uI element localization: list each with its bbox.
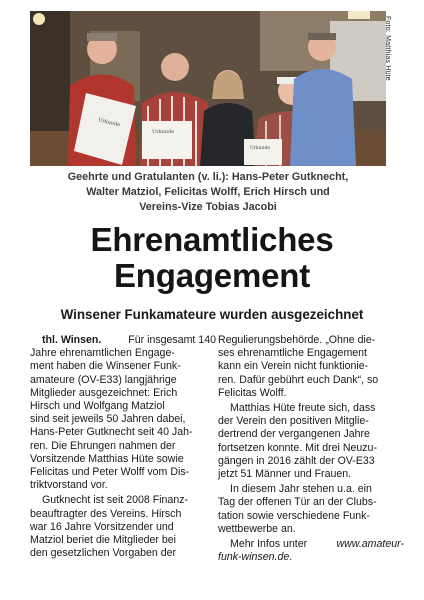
line-text: beauftragter des Vereins. Hirsch: [30, 507, 182, 520]
line-text: ses ehrenamtliche Engagement: [218, 347, 367, 360]
article-column-left: [30, 334, 216, 560]
article-line: [30, 547, 216, 560]
caption-line: Vereins-Vize Tobias Jacobi: [139, 201, 277, 213]
certificate-middle: [142, 121, 192, 159]
article-line: [30, 413, 216, 426]
caption-line: Walter Matziol, Felicitas Wolff, Erich Hirsch und: [86, 186, 330, 198]
article-line: [30, 534, 216, 547]
article-line: [30, 521, 216, 534]
article-line: [218, 428, 404, 441]
headline-line-2: Engagement: [113, 257, 311, 294]
line-text: Hirsch und Wolfgang Matziol: [30, 400, 165, 413]
line-text: .: [289, 551, 293, 564]
article-line: [30, 494, 216, 507]
certificate-right-title: Urkunde: [250, 146, 271, 151]
photo-caption: [30, 170, 386, 215]
website-link-text: www.amateur-: [336, 538, 404, 551]
line-text: In diesem Jahr stehen u.a. ein: [230, 483, 372, 496]
line-text: Für insgesamt 140: [128, 334, 216, 346]
photo-credit: Foto: Matthias Hüte: [384, 16, 391, 81]
article-line: [218, 442, 404, 455]
line-text: gängen in 2016 zählt der OV-E33: [218, 454, 375, 467]
line-text: Vorsitzende Matthias Hüte sowie: [30, 452, 184, 465]
line-text: Hans-Peter Gutknecht seit 40 Jah-: [30, 426, 193, 439]
line-text: der Verein den positiven Mitglie-: [218, 415, 369, 428]
line-text: Gutknecht ist seit 2008 Finanz-: [42, 494, 189, 507]
article-line: [218, 510, 404, 523]
article-line: [218, 455, 404, 468]
caption-line: Geehrte und Gratulanten (v. li.): Hans-Peter Gutknecht,: [67, 171, 349, 183]
line-text: triktvorstand vor.: [30, 479, 108, 492]
line-text: war 16 Jahre Vorsitzender und: [30, 520, 174, 533]
line-text: kann ein Verein nicht funktionie-: [218, 360, 369, 373]
article-subheadline: Winsener Funkamateure wurden ausgezeichnet: [60, 307, 364, 322]
article-line: [218, 551, 404, 564]
article-line: [218, 347, 404, 360]
article-line: [218, 402, 404, 415]
article-line: [218, 468, 404, 481]
line-text: sind seit jeweils 50 Jahren dabei,: [30, 413, 186, 426]
article-line: [30, 400, 216, 413]
article-line: [30, 466, 216, 479]
article-line: [218, 496, 404, 509]
line-text: ren. Dafür gebührt euch Dank“, so: [218, 373, 379, 386]
website-link-text: funk-winsen.de: [218, 551, 290, 564]
article-line: [30, 347, 216, 360]
line-text: tation sowie verschiedene Funk-: [218, 509, 370, 522]
article-line: [218, 374, 404, 387]
dateline: thl. Winsen.: [42, 334, 102, 346]
line-text: fortsetzen konnte. Mit drei Neuzu-: [218, 441, 377, 454]
article-line: [30, 387, 216, 400]
article-line: [30, 426, 216, 439]
line-text: Mitglieder ausgezeichnet: Erich: [30, 386, 178, 399]
certificate-right: [244, 139, 282, 165]
line-text: amateure (OV-E33) langjährige: [30, 373, 177, 386]
line-text: dertrend der vergangenen Jahre: [218, 428, 370, 441]
article-line: [30, 440, 216, 453]
line-text: ment haben die Winsener Funk-: [30, 360, 181, 373]
line-text: ren. Die Ehrungen nahmen der: [30, 439, 176, 452]
headline-line-1: Ehrenamtliches: [90, 221, 334, 258]
article-line: [218, 387, 404, 400]
article-line: [30, 453, 216, 466]
article-line: [218, 415, 404, 428]
article-line: [218, 483, 404, 496]
article-line: [30, 374, 216, 387]
line-text: jetzt 51 Männer und Frauen.: [218, 468, 352, 481]
line-text: Regulierungsbehörde. „Ohne die-: [218, 334, 376, 346]
group-photo: [30, 11, 386, 166]
line-text: wettbewerbe an.: [218, 522, 296, 535]
article-headline: [0, 222, 424, 294]
line-text: Matziol beriet die Mitglieder bei: [30, 534, 177, 547]
certificate-middle-title: Urkunde: [152, 129, 175, 135]
line-text: den gesetzlichen Vorgaben der: [30, 547, 177, 560]
certificate-left-title: Urkunde: [97, 117, 121, 129]
article-line: [218, 360, 404, 373]
line-text: Matthias Hüte freute sich, dass: [230, 402, 376, 415]
line-text: Mehr Infos unter: [230, 538, 308, 551]
line-text: Felicitas Wolff.: [218, 386, 287, 399]
photo-scene: [30, 11, 386, 166]
article-line: [218, 334, 404, 347]
article-line: [30, 508, 216, 521]
article-line: [30, 479, 216, 492]
article-line: [218, 523, 404, 536]
article-line: [218, 538, 404, 551]
line-text: Felicitas und Peter Wolff vom Dis-: [30, 466, 190, 479]
article-column-right: [218, 334, 404, 564]
line-text: Jahre ehrenamtlichen Engage-: [30, 347, 175, 360]
line-text: Tag der offenen Tür an der Clubs-: [218, 496, 377, 509]
article-line: [30, 334, 216, 347]
article-line: [30, 360, 216, 373]
